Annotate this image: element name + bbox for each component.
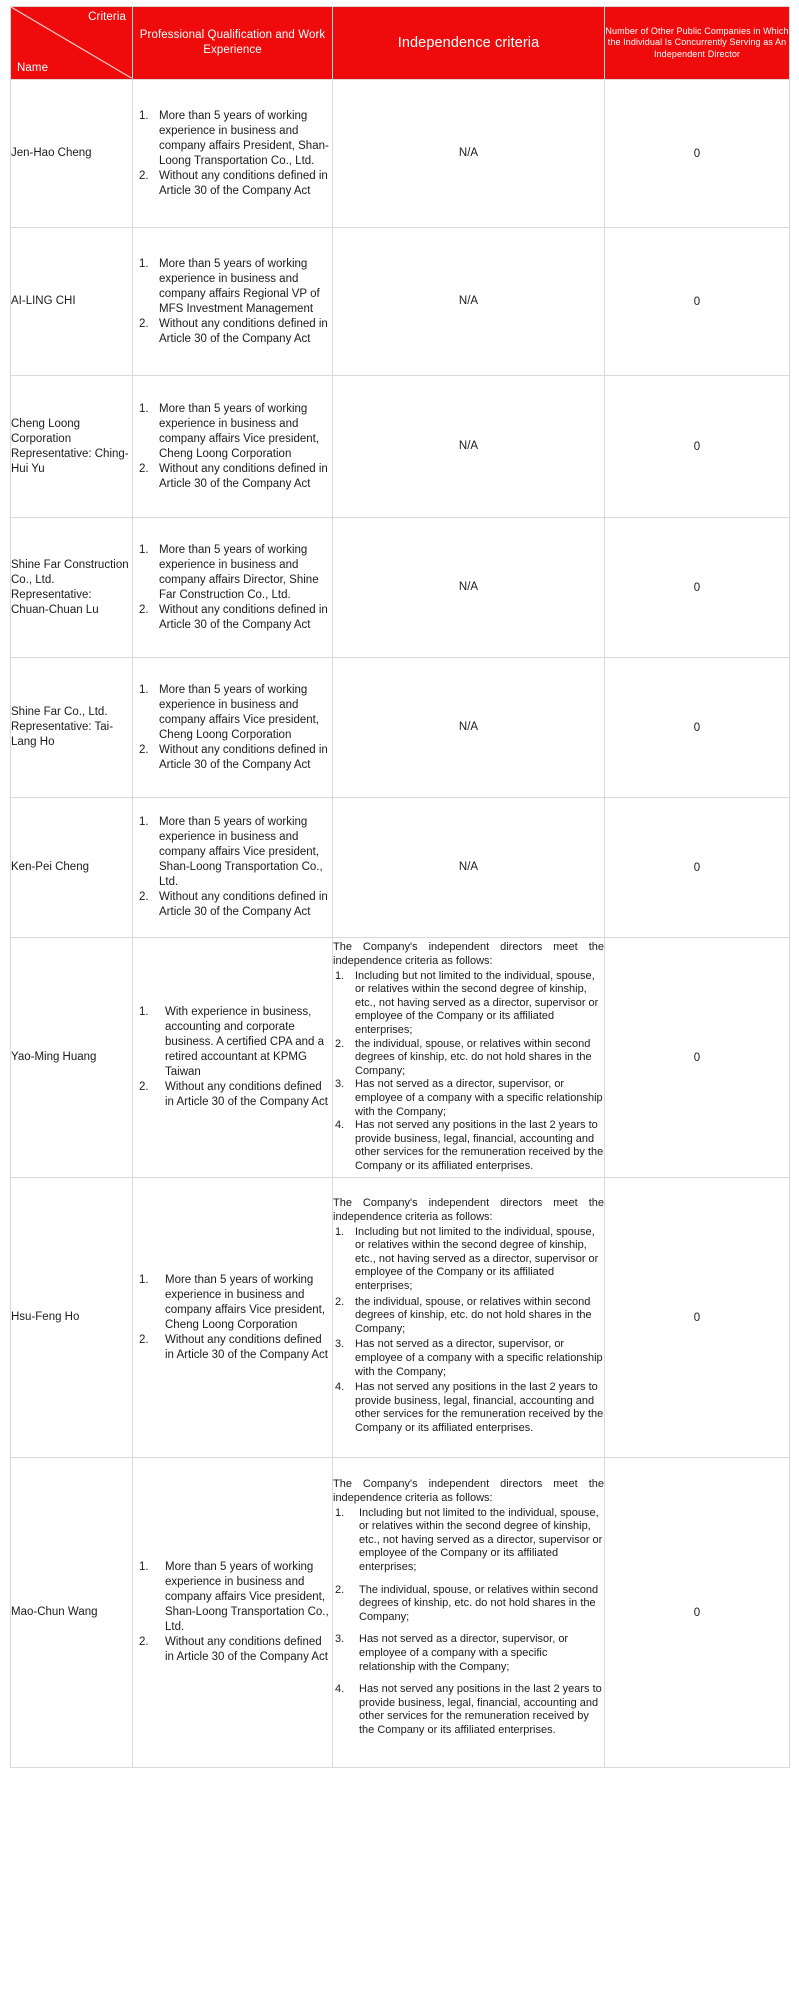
- other-public-companies-count: 0: [605, 658, 790, 798]
- qualification-text: More than 5 years of working experience in business and company affairs Vice president, Cheng Loong Corporation: [159, 683, 320, 741]
- table-row: [11, 1178, 790, 1458]
- qualification-text: More than 5 years of working experience in business and company affairs Vice president, Shan-Loong Transportation Co., Ltd.: [159, 816, 323, 888]
- table-row: [11, 1458, 790, 1768]
- qualification-item: [133, 603, 332, 633]
- director-name-cell: Jen-Hao Cheng: [11, 80, 133, 228]
- independence-text: Including but not limited to the individual, spouse, or relatives within the second degree of kinship, etc., not having served as a director, supervisor or employee of the Company or its affiliated enterprises;: [355, 1225, 599, 1293]
- header-corner-cell: [11, 7, 133, 80]
- header-criteria-label: Criteria: [88, 11, 126, 23]
- other-public-companies-count: 0: [605, 1178, 790, 1458]
- other-public-companies-count: 0: [605, 1458, 790, 1768]
- independence-item: [333, 1119, 604, 1173]
- qualification-text: Without any conditions defined in Article 30 of the Company Act: [165, 1333, 329, 1361]
- table-body: [11, 80, 790, 1768]
- list-marker: 1.: [335, 969, 345, 982]
- directors-criteria-table: [10, 6, 790, 1768]
- professional-qualification-cell: [133, 518, 333, 658]
- header-independence-criteria: Independence criteria: [333, 7, 605, 80]
- qualification-item: [133, 815, 332, 890]
- list-marker: 2.: [335, 1037, 345, 1050]
- qualification-text: More than 5 years of working experience in business and company affairs Vice president, Cheng Loong Corporation: [165, 1273, 326, 1331]
- list-marker: 4.: [335, 1381, 345, 1394]
- qualification-text: Without any conditions defined in Article 30 of the Company Act: [159, 891, 328, 918]
- independence-item: [333, 1338, 604, 1379]
- qualification-text: More than 5 years of working experience in business and company affairs Regional VP of MFS Investment Management: [159, 257, 320, 315]
- list-marker: 2.: [139, 891, 149, 903]
- independence-text: Has not served any positions in the last 2 years to provide business, legal, financial, accounting and other services for the remuneration received by the Company or its affiliated enterprises.: [355, 1119, 604, 1172]
- independence-text: Has not served as a director, supervisor, or employee of a company with a specific relationship with the Company;: [359, 1633, 569, 1673]
- independence-text: The individual, spouse, or relatives within second degrees of kinship, etc. do not hold shares in the Company;: [359, 1583, 599, 1623]
- list-marker: 1.: [139, 1006, 149, 1018]
- professional-qualification-cell: [133, 1178, 333, 1458]
- list-marker: 2.: [335, 1295, 345, 1308]
- list-marker: 2.: [139, 462, 149, 475]
- qualification-item: [133, 1635, 332, 1665]
- qualification-text: Without any conditions defined in Article 30 of the Company Act: [159, 743, 328, 771]
- professional-qualification-cell: [133, 798, 333, 938]
- qualification-text: More than 5 years of working experience in business and company affairs Director, Shine Far Construction Co., Ltd.: [159, 543, 319, 601]
- other-public-companies-count: 0: [605, 228, 790, 376]
- independence-lead-text: The Company's independent directors meet the independence criteria as follows:: [333, 1478, 604, 1505]
- director-name-cell: Cheng Loong Corporation Representative: Ching-Hui Yu: [11, 376, 133, 518]
- table-header: [11, 7, 790, 80]
- list-marker: 1.: [335, 1225, 345, 1238]
- qualification-item: [133, 257, 332, 317]
- list-marker: 3.: [335, 1338, 345, 1351]
- director-name-cell: Ken-Pei Cheng: [11, 798, 133, 938]
- independence-item: [333, 1633, 604, 1674]
- independence-item: [333, 1296, 604, 1337]
- independence-item: [333, 1683, 604, 1737]
- list-marker: 1.: [335, 1506, 345, 1519]
- independence-text: Has not served as a director, supervisor, or employee of a company with a specific relationship with the Company;: [355, 1078, 603, 1118]
- independence-criteria-cell: [333, 1178, 605, 1458]
- qualification-item: [133, 1005, 332, 1080]
- independence-criteria-cell: [333, 938, 605, 1178]
- director-name-cell: AI-LING CHI: [11, 228, 133, 376]
- qualification-item: [133, 1560, 332, 1635]
- independence-lead-text: The Company's independent directors meet the independence criteria as follows:: [333, 1197, 604, 1224]
- independence-text: Including but not limited to the individual, spouse, or relatives within the second degree of kinship, etc., not having served as a director, supervisor or employee of the Company or its affiliated enterprises;: [355, 969, 599, 1037]
- list-marker: 1.: [139, 543, 149, 556]
- independence-text: Has not served any positions in the last 2 years to provide business, legal, financial, accounting and other services for the remuneration received by the Company or its affiliated enterprises.: [355, 1381, 604, 1434]
- list-marker: 4.: [335, 1119, 345, 1132]
- list-marker: 1.: [139, 1273, 149, 1286]
- list-marker: 1.: [139, 816, 149, 828]
- qualification-item: [133, 683, 332, 743]
- header-other-public-companies: Number of Other Public Companies in Which the Individual Is Concurrently Serving as An Independent Director: [605, 7, 790, 80]
- list-marker: 3.: [335, 1633, 345, 1646]
- independence-criteria-cell: N/A: [333, 80, 605, 228]
- independence-item: [333, 1226, 604, 1294]
- professional-qualification-cell: [133, 938, 333, 1178]
- table-row: [11, 938, 790, 1178]
- qualification-item: [133, 169, 332, 199]
- qualification-text: Without any conditions defined in Article 30 of the Company Act: [159, 317, 328, 345]
- qualification-item: [133, 317, 332, 347]
- independence-text: Including but not limited to the individual, spouse, or relatives within the second degree of kinship, etc., not having served as a director, supervisor or employee of the Company or its affiliated enterprises;: [359, 1506, 603, 1574]
- header-professional-qualification: Professional Qualification and Work Experience: [133, 7, 333, 80]
- table-row: [11, 658, 790, 798]
- qualification-item: [133, 543, 332, 603]
- independence-item: [333, 1507, 604, 1575]
- list-marker: 4.: [335, 1683, 345, 1696]
- qualification-item: [133, 1080, 332, 1110]
- independence-lead-text: The Company's independent directors meet the independence criteria as follows:: [333, 941, 604, 968]
- independence-criteria-cell: N/A: [333, 518, 605, 658]
- list-marker: 1.: [139, 683, 149, 696]
- independence-text: Has not served as a director, supervisor, or employee of a company with a specific relationship with the Company;: [355, 1338, 603, 1378]
- other-public-companies-count: 0: [605, 938, 790, 1178]
- other-public-companies-count: 0: [605, 376, 790, 518]
- director-name-cell: Shine Far Construction Co., Ltd. Representative: Chuan-Chuan Lu: [11, 518, 133, 658]
- independence-text: the individual, spouse, or relatives within second degrees of kinship, etc. do not hold shares in the Company;: [355, 1295, 592, 1335]
- professional-qualification-cell: [133, 376, 333, 518]
- table-row: [11, 518, 790, 658]
- independence-criteria-cell: N/A: [333, 798, 605, 938]
- qualification-text: With experience in business, accounting and corporate business. A certified CPA and a retired accountant at KPMG Taiwan: [165, 1006, 324, 1078]
- director-name-cell: Mao-Chun Wang: [11, 1458, 133, 1768]
- qualification-item: [133, 1273, 332, 1333]
- professional-qualification-cell: [133, 658, 333, 798]
- list-marker: 1.: [139, 257, 149, 270]
- independence-text: the individual, spouse, or relatives within second degrees of kinship, etc. do not hold shares in the Company;: [355, 1037, 592, 1077]
- list-marker: 2.: [139, 603, 149, 616]
- list-marker: 2.: [139, 1081, 149, 1093]
- qualification-text: Without any conditions defined in Article 30 of the Company Act: [165, 1081, 329, 1108]
- director-name-cell: Hsu-Feng Ho: [11, 1178, 133, 1458]
- independence-criteria-cell: N/A: [333, 228, 605, 376]
- table-row: [11, 80, 790, 228]
- qualification-text: Without any conditions defined in Article 30 of the Company Act: [159, 462, 328, 490]
- list-marker: 3.: [335, 1078, 345, 1091]
- list-marker: 2.: [335, 1583, 345, 1596]
- independence-criteria-cell: N/A: [333, 658, 605, 798]
- independence-item: [333, 1381, 604, 1435]
- list-marker: 2.: [139, 1636, 149, 1648]
- table-row: [11, 798, 790, 938]
- independence-criteria-cell: [333, 1458, 605, 1768]
- other-public-companies-count: 0: [605, 80, 790, 228]
- list-marker: 2.: [139, 317, 149, 330]
- professional-qualification-cell: [133, 80, 333, 228]
- other-public-companies-count: 0: [605, 798, 790, 938]
- professional-qualification-cell: [133, 228, 333, 376]
- independence-item: [333, 1584, 604, 1625]
- list-marker: 2.: [139, 743, 149, 756]
- qualification-item: [133, 402, 332, 462]
- qualification-text: More than 5 years of working experience in business and company affairs Vice president, Cheng Loong Corporation: [159, 402, 320, 460]
- list-marker: 1.: [139, 1561, 149, 1573]
- director-name-cell: Yao-Ming Huang: [11, 938, 133, 1178]
- table-row: [11, 376, 790, 518]
- independence-item: [333, 970, 604, 1038]
- independence-item: [333, 1078, 604, 1119]
- header-row: [11, 7, 790, 80]
- qualification-item: [133, 890, 332, 920]
- header-name-label: Name: [17, 62, 49, 74]
- independence-criteria-cell: N/A: [333, 376, 605, 518]
- director-name-cell: Shine Far Co., Ltd. Representative: Tai-Lang Ho: [11, 658, 133, 798]
- qualification-text: Without any conditions defined in Article 30 of the Company Act: [159, 169, 328, 197]
- list-marker: 1.: [139, 109, 149, 122]
- qualification-item: [133, 462, 332, 492]
- qualification-text: More than 5 years of working experience in business and company affairs Vice president, Shan-Loong Transportation Co., Ltd.: [165, 1561, 329, 1633]
- list-marker: 2.: [139, 1333, 149, 1346]
- qualification-item: [133, 109, 332, 169]
- other-public-companies-count: 0: [605, 518, 790, 658]
- independence-text: Has not served any positions in the last 2 years to provide business, legal, financial, accounting and other services for the remuneration received by the Company or its affiliated enterprises.: [359, 1683, 602, 1736]
- qualification-text: Without any conditions defined in Article 30 of the Company Act: [159, 603, 328, 631]
- qualification-text: More than 5 years of working experience in business and company affairs President, Shan-Loong Transportation Co., Ltd.: [159, 109, 329, 167]
- qualification-text: Without any conditions defined in Article 30 of the Company Act: [165, 1636, 329, 1663]
- list-marker: 2.: [139, 169, 149, 182]
- professional-qualification-cell: [133, 1458, 333, 1768]
- table-row: [11, 228, 790, 376]
- list-marker: 1.: [139, 402, 149, 415]
- qualification-item: [133, 1333, 332, 1363]
- qualification-item: [133, 743, 332, 773]
- independence-item: [333, 1038, 604, 1079]
